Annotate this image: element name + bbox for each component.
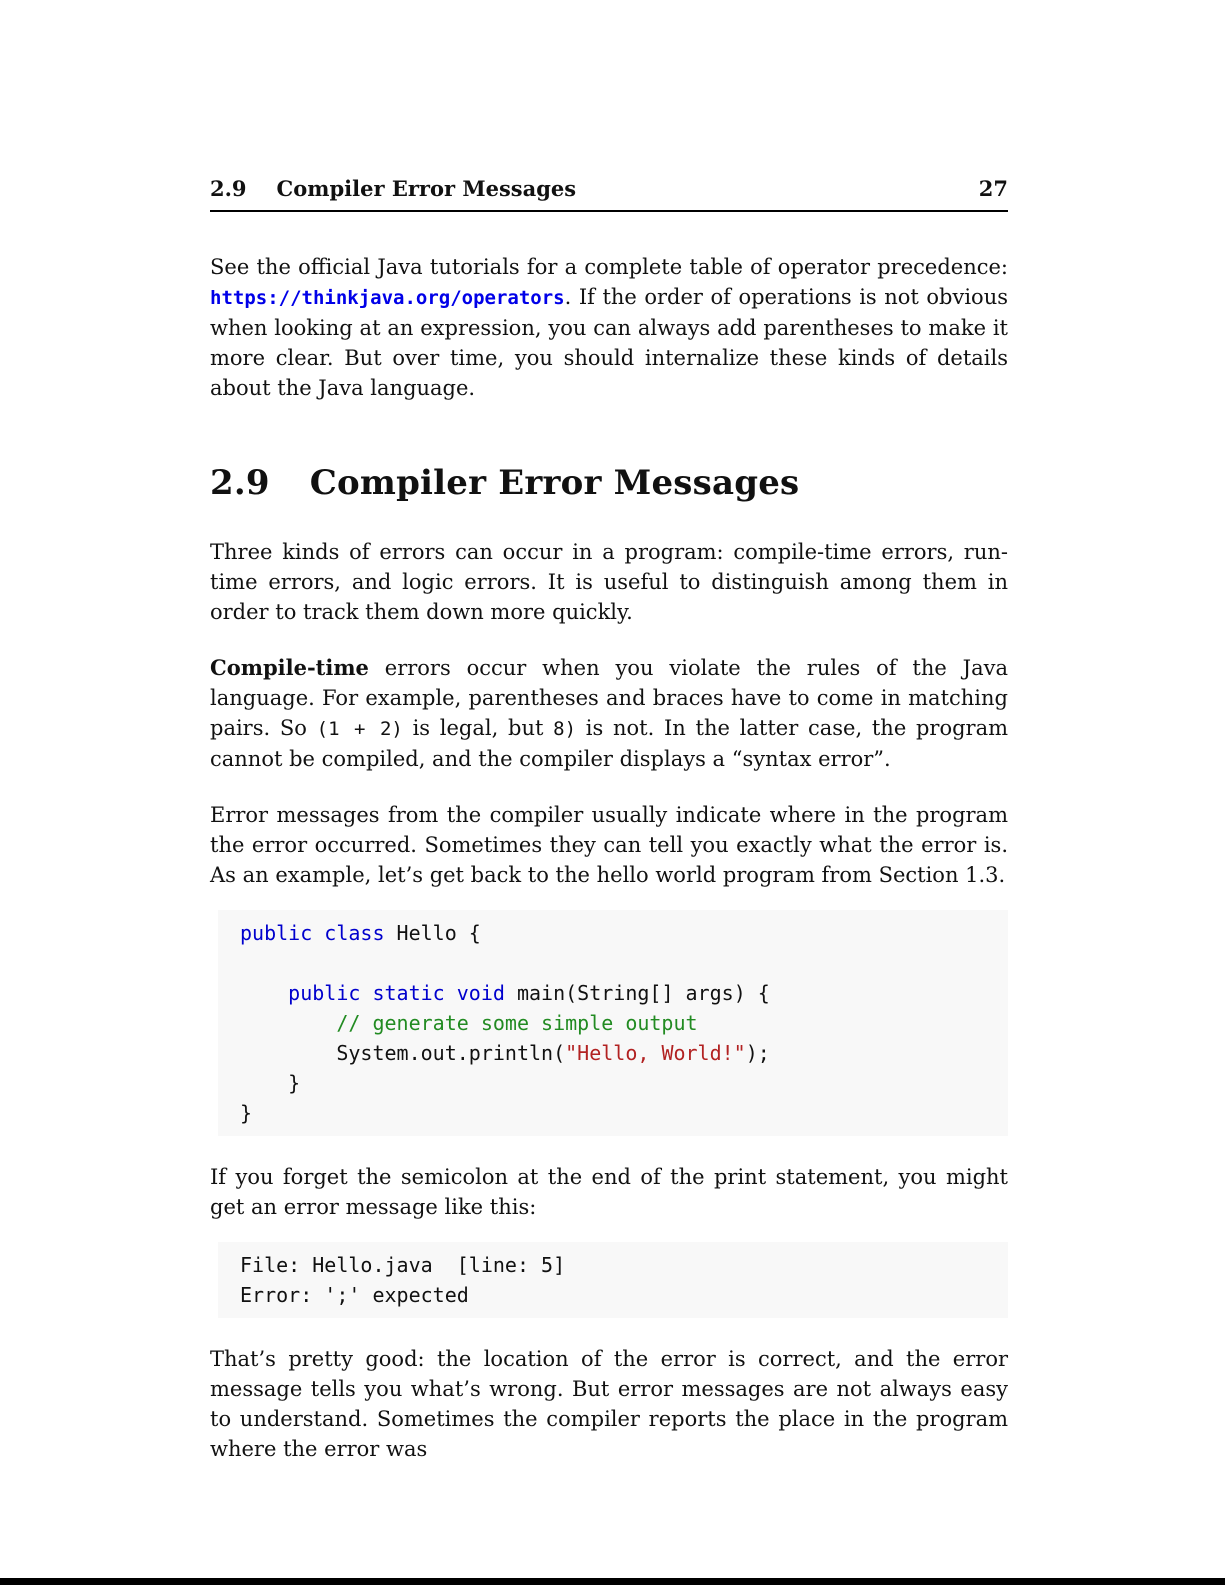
code-text (240, 981, 288, 1005)
code-keyword: public (240, 921, 313, 945)
body-text: If you forget the semicolon at the end of the print statement, you might get an error message like this: (210, 1165, 1008, 1219)
code-keyword: public static void (288, 981, 505, 1005)
running-header (210, 176, 1008, 201)
code-comment: // generate some simple output (336, 1011, 698, 1035)
code-text: Error: ';' expected (240, 1283, 469, 1307)
section-heading (210, 463, 1008, 503)
code-text (240, 1011, 336, 1035)
running-header-title: Compiler Error Messages (276, 176, 577, 201)
paragraph (210, 252, 1008, 403)
paragraph (210, 800, 1008, 890)
paragraph (210, 1344, 1008, 1464)
page-content (210, 252, 1008, 1464)
paragraph (210, 653, 1008, 774)
java-code-listing (218, 910, 1008, 1136)
bold-text: Compile-time (210, 655, 369, 680)
inline-code: 8) (553, 718, 577, 740)
body-text: That’s pretty good: the location of the error is correct, and the error message tells you what’s wrong. But error messages are not always easy to understand. Sometimes the compiler reports the place in the program where the error was (210, 1347, 1008, 1461)
code-line (240, 948, 1008, 978)
window-bottom-border (0, 1578, 1225, 1585)
code-keyword: class (324, 921, 385, 945)
code-text: ); (745, 1041, 770, 1065)
compiler-error-listing (218, 1242, 1008, 1318)
body-text: is legal, but (402, 716, 554, 740)
section-heading-title: Compiler Error Messages (309, 463, 800, 503)
body-text: is not. In the latter case, the program cannot be compiled, and the compiler displays a “syntax error”. (210, 716, 1009, 771)
thinkjava-operators-link[interactable]: https://thinkjava.org/operators (210, 287, 565, 309)
page-number: 27 (978, 176, 1008, 201)
code-line (240, 978, 1008, 1008)
document-page (210, 0, 1008, 1464)
section-heading-number: 2.9 (210, 463, 270, 503)
code-text: } (240, 1101, 253, 1125)
body-text: Error messages from the compiler usually indicate where in the program the error occurred. Sometimes they can tell you exactly what the error is. As an example, let’s get back to the hello world program from Section 1.3. (210, 803, 1008, 887)
inline-code: (1 + 2) (316, 718, 403, 740)
running-header-section-number: 2.9 (210, 176, 247, 201)
code-text: Hello { (384, 921, 481, 945)
paragraph (210, 537, 1008, 627)
code-line (240, 1250, 1008, 1280)
code-line (240, 1098, 1008, 1128)
body-text: errors occur when you violate the rules of the Java language. For example, parentheses and braces have to come in matching pairs. So (210, 656, 1008, 740)
body-text: . If the order of operations is not obvious when looking at an expression, you can always add parentheses to make it more clear. But over time, you should internalize these kinds of details about the Java language. (210, 285, 1008, 400)
code-string: "Hello, World!" (565, 1041, 746, 1065)
code-line (240, 1038, 1008, 1068)
code-text (312, 921, 324, 945)
code-text: File: Hello.java [line: 5] (240, 1253, 566, 1277)
code-line (240, 918, 1008, 948)
code-text: System.out.println( (240, 1041, 566, 1065)
code-line (240, 1068, 1008, 1098)
body-text: See the official Java tutorials for a complete table of operator precedence: (210, 255, 1008, 279)
header-rule (210, 210, 1008, 212)
code-line (240, 1008, 1008, 1038)
code-text (240, 951, 252, 975)
code-text: main(String[] args) { (504, 981, 770, 1005)
paragraph (210, 1162, 1008, 1222)
code-line (240, 1280, 1008, 1310)
body-text: Three kinds of errors can occur in a program: compile-time errors, run-time errors, and logic errors. It is useful to distinguish among them in order to track them down more quickly. (210, 540, 1008, 624)
code-text: } (240, 1071, 301, 1095)
